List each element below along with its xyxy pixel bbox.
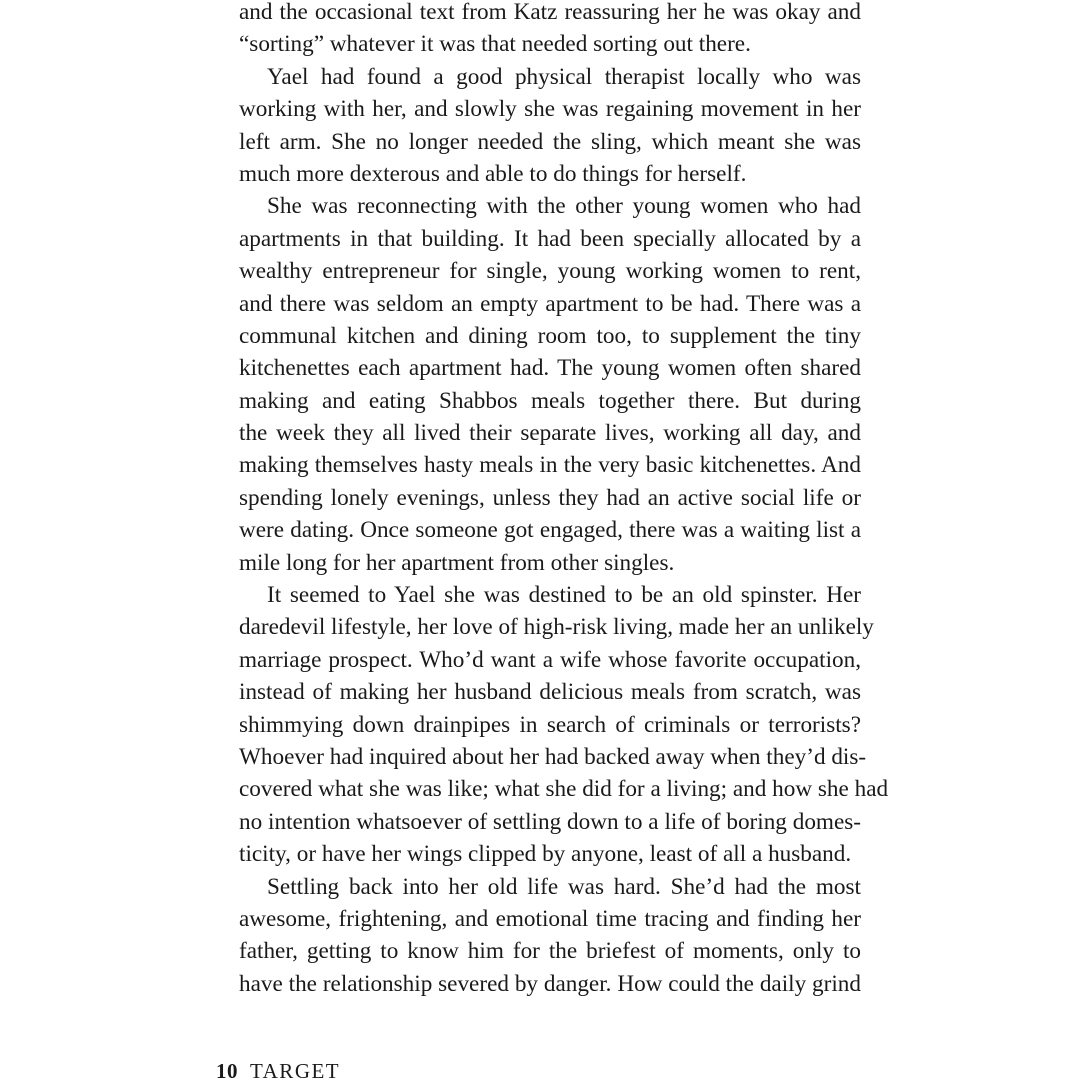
text-line: marriage prospect. Who’d want a wife whose favorite occupation, — [239, 646, 861, 673]
text-line: apartments in that building. It had been specially allocated by a — [239, 225, 861, 252]
text-line: instead of making her husband delicious meals from scratch, was — [239, 679, 861, 706]
paragraph-first-line: It seemed to Yael she was destined to be an old spinster. Her — [267, 582, 861, 609]
text-line: mile long for her apartment from other singles. — [239, 549, 675, 576]
text-line: kitchenettes each apartment had. The young women often shared — [239, 355, 861, 382]
text-line: covered what she was like; what she did for a living; and how she had — [239, 776, 889, 803]
text-line: shimmying down drainpipes in search of criminals or terrorists? — [239, 711, 861, 738]
text-line: left arm. She no longer needed the sling, which meant she was — [239, 128, 861, 155]
text-line: father, getting to know him for the briefest of moments, only to — [239, 938, 861, 965]
text-line: ticity, or have her wings clipped by anyone, least of all a husband. — [239, 841, 852, 868]
text-line: wealthy entrepreneur for single, young working women to rent, — [239, 258, 861, 285]
text-line: no intention whatsoever of settling down to a life of boring domes- — [239, 808, 861, 835]
page-footer — [216, 1059, 340, 1084]
text-line: making themselves hasty meals in the very basic kitchenettes. And — [239, 452, 861, 479]
paragraph-first-line: Yael had found a good physical therapist locally who was — [267, 63, 861, 90]
text-line: and the occasional text from Katz reassuring her he was okay and — [239, 0, 861, 25]
text-line: communal kitchen and dining room too, to supplement the tiny — [239, 322, 861, 349]
paragraph-first-line: Settling back into her old life was hard. She’d had the most — [267, 873, 861, 900]
text-line: “sorting” whatever it was that needed sorting out there. — [239, 31, 751, 58]
text-line: daredevil lifestyle, her love of high-risk living, made her an unlikely — [239, 614, 874, 641]
text-line: the week they all lived their separate lives, working all day, and — [239, 420, 861, 447]
text-line: spending lonely evenings, unless they had an active social life or — [239, 484, 861, 511]
text-line: were dating. Once someone got engaged, there was a waiting list a — [239, 517, 861, 544]
text-line: much more dexterous and able to do things for herself. — [239, 160, 747, 187]
text-line: working with her, and slowly she was regaining movement in her — [239, 96, 861, 123]
text-line: making and eating Shabbos meals together there. But during — [239, 387, 861, 414]
body-text — [239, 0, 889, 1000]
running-head: TARGET — [250, 1059, 341, 1083]
paragraph-first-line: She was reconnecting with the other young women who had — [267, 193, 861, 220]
text-line: and there was seldom an empty apartment to be had. There was a — [239, 290, 861, 317]
text-line: have the relationship severed by danger. How could the daily grind — [239, 970, 861, 997]
text-line: Whoever had inquired about her had backed away when they’d dis- — [239, 743, 867, 770]
text-line: awesome, frightening, and emotional time tracing and finding her — [239, 905, 861, 932]
page-number: 10 — [216, 1059, 238, 1083]
